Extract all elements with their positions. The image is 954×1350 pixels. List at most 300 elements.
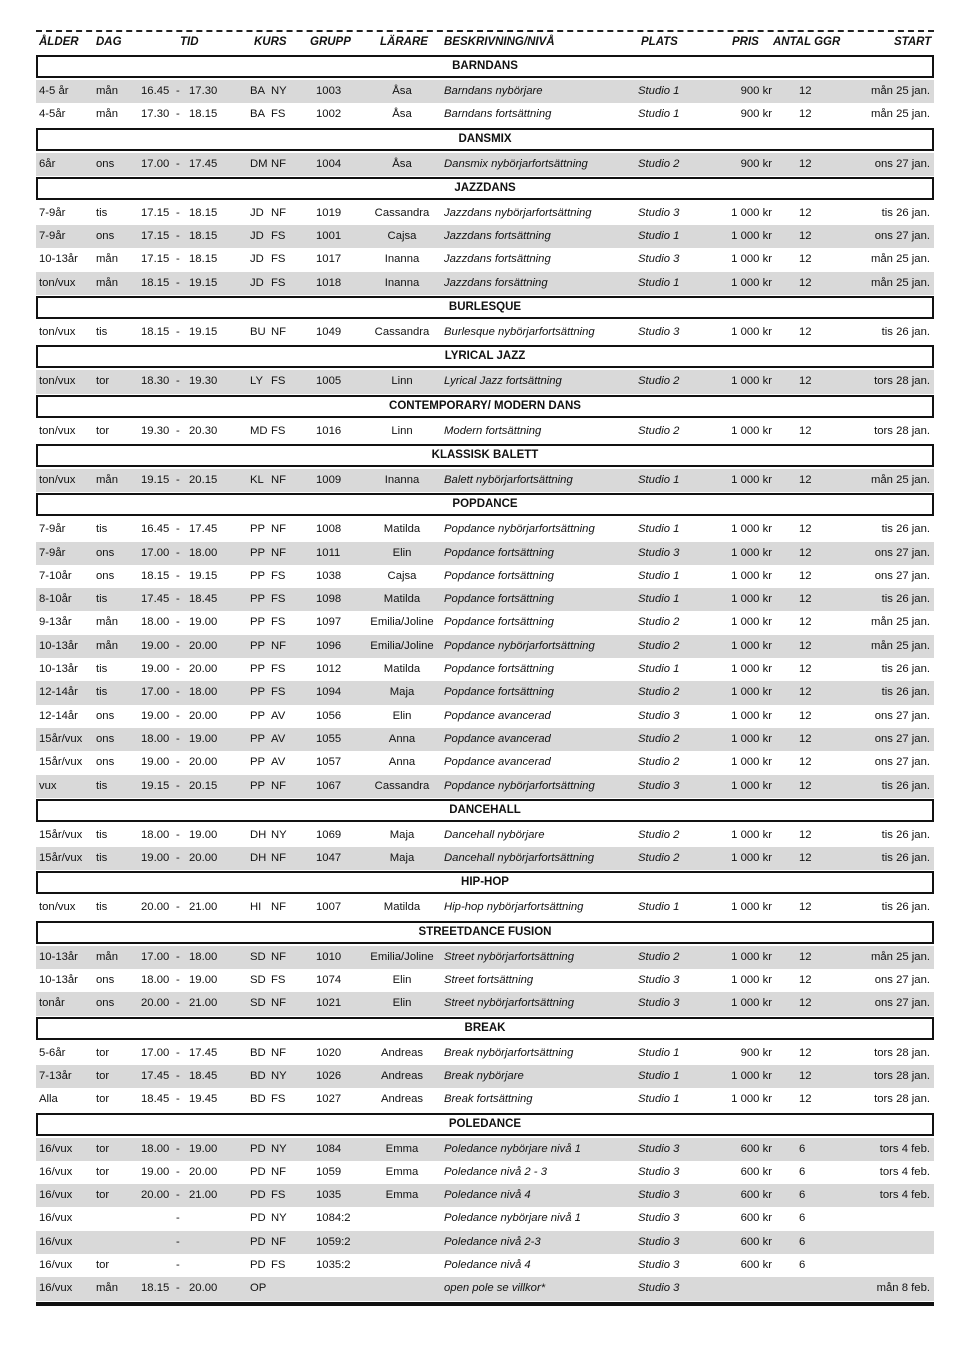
cell-t1: 18.15: [141, 569, 170, 582]
cell-age: 10-13år: [39, 663, 78, 676]
cell-desc: Popdance nybörjarfortsättning: [444, 523, 595, 536]
cell-k1: BD: [250, 1046, 266, 1059]
cell-desc: open pole se villkor*: [444, 1282, 546, 1295]
cell-loc: Studio 1: [638, 663, 680, 676]
cell-grp: 1007: [316, 901, 342, 914]
cell-teacher: Cajsa: [387, 230, 417, 243]
cell-t2: 21.00: [189, 901, 218, 914]
cell-price: 1 000 kr: [731, 828, 772, 841]
cell-loc: Studio 1: [638, 473, 680, 486]
cell-price: 600 kr: [740, 1142, 772, 1155]
cell-loc: Studio 3: [638, 1189, 680, 1202]
cell-desc: Balett nybörjarfortsättning: [444, 473, 573, 486]
cell-day: tis: [96, 206, 108, 219]
cell-t1: 17.15: [141, 253, 170, 266]
cell-k1: PP: [250, 709, 266, 722]
cell-age: 16/vux: [39, 1212, 73, 1225]
cell-price: 1 000 kr: [731, 473, 772, 486]
cell-ggr: 12: [799, 375, 812, 388]
cell-k2: FS: [271, 663, 286, 676]
cell-k2: FS: [271, 1189, 286, 1202]
cell-start: ons 27 jan.: [874, 709, 930, 722]
cell-t2: 18.45: [189, 593, 218, 606]
cell-grp: 1047: [316, 852, 342, 865]
cell-k2: NF: [271, 473, 287, 486]
cell-price: 1 000 kr: [731, 709, 772, 722]
cell-t1: 18.15: [141, 1282, 170, 1295]
cell-k1: PP: [250, 686, 266, 699]
cell-loc: Studio 3: [638, 253, 680, 266]
cell-desc: Street nybörjarfortsättning: [444, 997, 574, 1010]
cell-k2: FS: [271, 593, 286, 606]
cell-t2: 19.45: [189, 1093, 218, 1106]
time-separator: -: [176, 1282, 180, 1295]
cell-loc: Studio 1: [638, 1046, 680, 1059]
table-row: [36, 611, 934, 634]
cell-day: tis: [96, 828, 108, 841]
cell-teacher: Åsa: [392, 85, 412, 97]
cell-k1: LY: [250, 375, 263, 388]
cell-age: 7-9år: [39, 230, 66, 243]
cell-price: 1 000 kr: [731, 206, 772, 219]
cell-t1: 19.00: [141, 639, 170, 652]
cell-loc: Studio 2: [638, 375, 680, 388]
cell-age: ton/vux: [39, 375, 76, 388]
cell-desc: Street fortsättning: [444, 974, 534, 987]
cell-k1: DH: [250, 828, 267, 841]
time-separator: -: [176, 1189, 180, 1202]
cell-start: tis 26 jan.: [881, 663, 930, 676]
table-row: [36, 896, 934, 919]
cell-k1: BU: [250, 326, 266, 339]
cell-start: ons 27 jan.: [874, 230, 930, 243]
time-separator: -: [176, 1142, 180, 1155]
cell-ggr: 12: [799, 709, 812, 722]
cell-t1: 18.15: [141, 276, 170, 289]
cell-loc: Studio 2: [638, 732, 680, 745]
cell-ggr: 6: [799, 1212, 806, 1225]
table-row: [36, 202, 934, 225]
cell-ggr: 12: [799, 157, 812, 170]
time-separator: -: [176, 828, 180, 841]
cell-teacher: Matilda: [383, 593, 421, 606]
cell-day: tis: [96, 686, 108, 699]
cell-k1: PP: [250, 546, 266, 559]
cell-k1: BA: [250, 85, 266, 97]
cell-price: 1 000 kr: [731, 1069, 772, 1082]
time-separator: -: [176, 424, 180, 437]
time-separator: -: [176, 709, 180, 722]
table-row: [36, 992, 934, 1015]
cell-ggr: 6: [799, 1189, 806, 1202]
cell-t1: 19.00: [141, 709, 170, 722]
time-separator: -: [176, 852, 180, 865]
header-alder: ÅLDER: [39, 36, 79, 48]
cell-loc: Studio 2: [638, 424, 680, 437]
cell-k1: PP: [250, 569, 266, 582]
cell-t2: 19.30: [189, 375, 218, 388]
cell-desc: Popdance fortsättning: [444, 593, 554, 606]
cell-t2: 21.00: [189, 1189, 218, 1202]
cell-age: 4-5år: [39, 108, 66, 121]
cell-grp: 1026: [316, 1069, 342, 1082]
cell-ggr: 6: [799, 1142, 806, 1155]
cell-price: 1 000 kr: [731, 1093, 772, 1106]
cell-loc: Studio 1: [638, 1069, 680, 1082]
cell-t2: 20.00: [189, 1165, 218, 1178]
cell-age: 6år: [39, 157, 56, 170]
time-separator: -: [176, 901, 180, 914]
cell-k1: JD: [250, 276, 264, 289]
cell-price: 1 000 kr: [731, 779, 772, 792]
cell-k2: AV: [271, 709, 286, 722]
cell-teacher: Andreas: [380, 1093, 424, 1106]
cell-day: tor: [96, 424, 110, 437]
cell-age: 16/vux: [39, 1235, 73, 1248]
cell-t2: 20.00: [189, 1282, 218, 1295]
cell-grp: 1096: [316, 639, 342, 652]
cell-loc: Studio 3: [638, 326, 680, 339]
cell-day: tor: [96, 1069, 110, 1082]
cell-ggr: 12: [799, 1046, 812, 1059]
cell-teacher: Elin: [392, 974, 412, 987]
cell-grp: 1017: [316, 253, 342, 266]
cell-k1: BA: [250, 108, 266, 121]
cell-t2: 18.00: [189, 950, 218, 963]
section-heading: DANSMIX: [36, 128, 934, 151]
cell-k2: FS: [271, 974, 286, 987]
cell-k2: NF: [271, 639, 287, 652]
cell-grp: 1074: [316, 974, 342, 987]
cell-teacher: Åsa: [392, 108, 412, 121]
cell-start: ons 27 jan.: [874, 569, 930, 582]
cell-age: 5-6år: [39, 1046, 66, 1059]
cell-price: 900 kr: [740, 1046, 772, 1059]
cell-desc: Barndans nybörjare: [444, 85, 543, 97]
cell-teacher: Maja: [389, 828, 415, 841]
cell-day: ons: [96, 546, 115, 559]
cell-t1: 16.45: [141, 85, 170, 97]
cell-start: tis 26 jan.: [881, 326, 930, 339]
cell-ggr: 12: [799, 997, 812, 1010]
cell-desc: Break fortsättning: [444, 1093, 533, 1106]
cell-k2: NF: [271, 901, 287, 914]
cell-day: ons: [96, 230, 115, 243]
cell-desc: Dancehall nybörjarfortsättning: [444, 852, 595, 865]
cell-desc: Popdance avancerad: [444, 709, 551, 722]
cell-k1: PD: [250, 1142, 266, 1155]
section-heading: BREAK: [36, 1017, 934, 1040]
cell-age: 10-13år: [39, 950, 78, 963]
cell-start: tors 4 feb.: [879, 1189, 930, 1202]
cell-ggr: 12: [799, 852, 812, 865]
cell-price: 1 000 kr: [731, 375, 772, 388]
cell-k2: NF: [271, 950, 287, 963]
cell-grp: 1069: [316, 828, 342, 841]
cell-grp: 1084: [316, 1142, 342, 1155]
cell-grp: 1098: [316, 593, 342, 606]
cell-start: tis 26 jan.: [881, 206, 930, 219]
cell-desc: Jazzdans forsättning: [444, 276, 548, 289]
cell-price: 1 000 kr: [731, 546, 772, 559]
cell-t1: 17.00: [141, 686, 170, 699]
cell-k1: PD: [250, 1235, 266, 1248]
cell-day: tis: [96, 326, 108, 339]
cell-teacher: Emma: [385, 1189, 419, 1202]
cell-k2: FS: [271, 686, 286, 699]
table-row: [36, 321, 934, 344]
time-separator: -: [176, 663, 180, 676]
cell-ggr: 12: [799, 230, 812, 243]
cell-loc: Studio 3: [638, 1212, 680, 1225]
cell-age: ton/vux: [39, 901, 76, 914]
cell-ggr: 12: [799, 523, 812, 536]
cell-k1: JD: [250, 206, 264, 219]
cell-k2: AV: [271, 756, 286, 769]
table-row: [36, 588, 934, 611]
time-separator: -: [176, 326, 180, 339]
cell-grp: 1020: [316, 1046, 342, 1059]
cell-teacher: Emilia/Joline: [370, 616, 434, 629]
cell-t2: 20.00: [189, 852, 218, 865]
cell-k2: NF: [271, 779, 287, 792]
cell-t2: 17.45: [189, 523, 218, 536]
cell-age: ton/vux: [39, 326, 76, 339]
cell-desc: Poledance nivå 4: [444, 1189, 531, 1202]
cell-t1: 16.45: [141, 523, 170, 536]
cell-ggr: 12: [799, 828, 812, 841]
cell-desc: Poledance nivå 4: [444, 1258, 531, 1271]
cell-t2: 20.30: [189, 424, 218, 437]
cell-grp: 1004: [316, 157, 342, 170]
cell-t2: 18.00: [189, 686, 218, 699]
table-row: [36, 248, 934, 271]
cell-day: mån: [96, 950, 118, 963]
cell-teacher: Cassandra: [374, 206, 430, 219]
cell-t1: 19.00: [141, 663, 170, 676]
cell-age: 8-10år: [39, 593, 72, 606]
table-row: [36, 847, 934, 870]
cell-t1: 19.15: [141, 779, 170, 792]
cell-desc: Popdance fortsättning: [444, 663, 554, 676]
header-grupp: GRUPP: [310, 36, 351, 48]
header-tid: TID: [180, 36, 199, 48]
cell-k1: JD: [250, 253, 264, 266]
cell-t1: 18.00: [141, 974, 170, 987]
cell-teacher: Matilda: [383, 663, 421, 676]
cell-price: 1 000 kr: [731, 974, 772, 987]
cell-k1: PP: [250, 756, 266, 769]
cell-t2: 20.15: [189, 779, 218, 792]
cell-price: 900 kr: [740, 85, 772, 97]
time-separator: -: [176, 276, 180, 289]
cell-loc: Studio 2: [638, 852, 680, 865]
cell-price: 1 000 kr: [731, 593, 772, 606]
cell-grp: 1067: [316, 779, 342, 792]
cell-k1: JD: [250, 230, 264, 243]
cell-loc: Studio 1: [638, 276, 680, 289]
table-row: [36, 225, 934, 248]
cell-age: 7-9år: [39, 523, 66, 536]
cell-desc: Popdance fortsättning: [444, 686, 554, 699]
cell-start: tors 28 jan.: [874, 375, 930, 388]
cell-price: 1 000 kr: [731, 663, 772, 676]
cell-k1: HI: [250, 901, 262, 914]
cell-k1: BD: [250, 1093, 266, 1106]
cell-k1: PP: [250, 663, 266, 676]
time-separator: -: [176, 230, 180, 243]
cell-start: tors 28 jan.: [874, 1093, 930, 1106]
cell-age: 15år/vux: [39, 828, 83, 841]
cell-price: 600 kr: [740, 1189, 772, 1202]
cell-t1: 17.00: [141, 546, 170, 559]
time-separator: -: [176, 1235, 180, 1248]
cell-t2: 18.15: [189, 108, 218, 121]
cell-age: 10-13år: [39, 253, 78, 266]
cell-day: tor: [96, 1165, 110, 1178]
cell-ggr: 6: [799, 1165, 806, 1178]
cell-k2: FS: [271, 230, 286, 243]
cell-desc: Popdance fortsättning: [444, 546, 554, 559]
time-separator: -: [176, 1093, 180, 1106]
cell-day: mån: [96, 253, 118, 266]
cell-k2: FS: [271, 108, 286, 121]
cell-loc: Studio 3: [638, 1165, 680, 1178]
cell-grp: 1011: [316, 546, 341, 559]
table-row: [36, 153, 934, 176]
table-row: [36, 1065, 934, 1088]
cell-age: 4-5 år: [39, 85, 69, 97]
cell-t2: 19.00: [189, 974, 218, 987]
time-separator: -: [176, 85, 180, 97]
cell-loc: Studio 2: [638, 828, 680, 841]
cell-age: 16/vux: [39, 1258, 73, 1271]
cell-teacher: Elin: [392, 997, 412, 1010]
cell-t1: 18.00: [141, 1142, 170, 1155]
cell-day: tor: [96, 1189, 110, 1202]
cell-start: tis 26 jan.: [881, 901, 930, 914]
cell-desc: Jazzdans fortsättning: [444, 253, 551, 266]
cell-k2: NF: [271, 546, 287, 559]
cell-day: tor: [96, 1046, 110, 1059]
cell-t2: 18.15: [189, 206, 218, 219]
cell-t2: 20.00: [189, 709, 218, 722]
cell-grp: 1003: [316, 85, 342, 97]
table-body: [36, 55, 934, 1301]
cell-day: tor: [96, 375, 110, 388]
cell-k1: PD: [250, 1212, 266, 1225]
table-row: [36, 469, 934, 492]
cell-teacher: Inanna: [384, 253, 420, 266]
cell-grp: 1035:2: [316, 1258, 351, 1271]
section-heading: HIP-HOP: [36, 871, 934, 894]
cell-ggr: 12: [799, 639, 812, 652]
cell-teacher: Emilia/Joline: [370, 950, 434, 963]
cell-t1: 19.00: [141, 1165, 170, 1178]
cell-t1: 17.00: [141, 1046, 170, 1059]
cell-day: tor: [96, 1258, 110, 1271]
cell-price: 1 000 kr: [731, 732, 772, 745]
cell-loc: Studio 2: [638, 686, 680, 699]
cell-desc: Dancehall nybörjare: [444, 828, 545, 841]
header-plats: PLATS: [641, 36, 678, 48]
time-separator: -: [176, 523, 180, 536]
cell-age: 7-13år: [39, 1069, 72, 1082]
cell-desc: Popdance avancerad: [444, 732, 551, 745]
cell-grp: 1008: [316, 523, 342, 536]
table-row: [36, 751, 934, 774]
cell-start: mån 25 jan.: [870, 639, 930, 652]
cell-age: 16/vux: [39, 1189, 73, 1202]
table-row: [36, 1231, 934, 1254]
cell-grp: 1038: [316, 569, 342, 582]
cell-teacher: Inanna: [384, 276, 420, 289]
cell-k2: NY: [271, 1142, 287, 1155]
section-heading: KLASSISK BALETT: [36, 444, 934, 467]
cell-age: 16/vux: [39, 1142, 73, 1155]
cell-k1: PD: [250, 1189, 266, 1202]
cell-start: ons 27 jan.: [874, 732, 930, 745]
cell-desc: Hip-hop nybörjarfortsättning: [444, 901, 584, 914]
cell-t1: 19.30: [141, 424, 170, 437]
cell-teacher: Cajsa: [387, 569, 417, 582]
cell-t1: 18.45: [141, 1093, 170, 1106]
cell-grp: 1019: [316, 206, 342, 219]
cell-ggr: 12: [799, 779, 812, 792]
cell-teacher: Elin: [392, 709, 412, 722]
cell-teacher: Emma: [385, 1142, 419, 1155]
cell-teacher: Linn: [391, 375, 413, 388]
cell-t2: 20.00: [189, 663, 218, 676]
cell-t1: 18.00: [141, 732, 170, 745]
cell-price: 1 000 kr: [731, 997, 772, 1010]
table-row: [36, 518, 934, 541]
cell-grp: 1097: [316, 616, 342, 629]
cell-start: ons 27 jan.: [874, 546, 930, 559]
time-separator: -: [176, 546, 180, 559]
cell-t1: 17.15: [141, 206, 170, 219]
cell-day: mån: [96, 276, 118, 289]
time-separator: -: [176, 779, 180, 792]
cell-desc: Popdance nybörjarfortsättning: [444, 779, 595, 792]
cell-k2: NF: [271, 157, 287, 170]
table-row: [36, 1138, 934, 1161]
cell-ggr: 12: [799, 326, 812, 339]
cell-start: tors 4 feb.: [879, 1165, 930, 1178]
cell-ggr: 12: [799, 108, 812, 121]
cell-k2: NF: [271, 1165, 287, 1178]
cell-k2: FS: [271, 569, 286, 582]
cell-loc: Studio 3: [638, 546, 680, 559]
cell-k1: SD: [250, 974, 266, 987]
header-start: START: [894, 36, 932, 48]
cell-ggr: 6: [799, 1235, 806, 1248]
cell-price: 900 kr: [740, 157, 772, 170]
cell-desc: Break nybörjarfortsättning: [444, 1046, 574, 1059]
cell-start: tors 28 jan.: [874, 424, 930, 437]
cell-k2: FS: [271, 375, 286, 388]
cell-k2: NF: [271, 326, 287, 339]
cell-start: tis 26 jan.: [881, 828, 930, 841]
cell-k2: NY: [271, 1212, 287, 1225]
cell-loc: Studio 3: [638, 1235, 680, 1248]
cell-start: mån 25 jan.: [870, 253, 930, 266]
table-end-rule: [36, 1302, 934, 1306]
cell-t2: 19.15: [189, 569, 218, 582]
cell-price: 1 000 kr: [731, 326, 772, 339]
cell-age: ton/vux: [39, 276, 76, 289]
cell-start: tors 28 jan.: [874, 1069, 930, 1082]
